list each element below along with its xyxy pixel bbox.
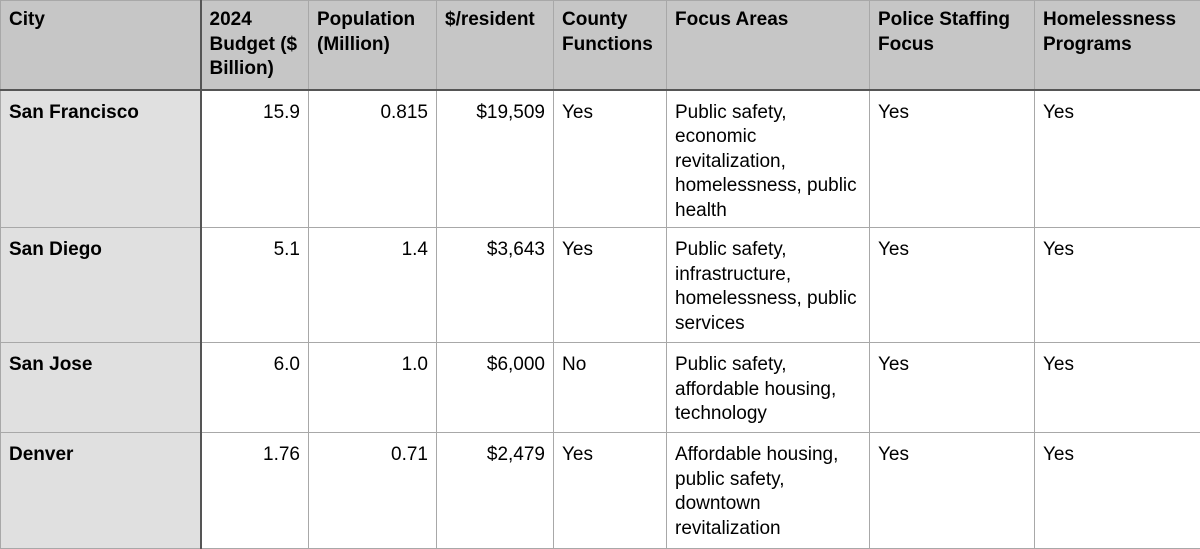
population-cell: 0.71 <box>309 433 437 549</box>
police-staffing-cell: Yes <box>870 228 1035 343</box>
city-cell: San Francisco <box>1 90 201 228</box>
column-header-population: Population (Million) <box>309 1 437 90</box>
per-resident-cell: $19,509 <box>437 90 554 228</box>
police-staffing-cell: Yes <box>870 90 1035 228</box>
table-row <box>1 228 1200 343</box>
focus-areas-cell: Public safety, affordable housing, technology <box>667 343 870 433</box>
budget-cell: 5.1 <box>201 228 309 343</box>
column-header-homelessness-programs: Homelessness Programs <box>1035 1 1200 90</box>
focus-areas-cell: Affordable housing, public safety, downtown revitalization <box>667 433 870 549</box>
homelessness-programs-cell: Yes <box>1035 90 1200 228</box>
city-cell: Denver <box>1 433 201 549</box>
header-row <box>1 1 1200 90</box>
table-row <box>1 90 1200 228</box>
homelessness-programs-cell: Yes <box>1035 433 1200 549</box>
county-functions-cell: Yes <box>554 90 667 228</box>
focus-areas-cell: Public safety, economic revitalization, homelessness, public health <box>667 90 870 228</box>
city-cell: San Jose <box>1 343 201 433</box>
population-cell: 1.0 <box>309 343 437 433</box>
column-header-city: City <box>1 1 201 90</box>
column-header-per-resident: $/resident <box>437 1 554 90</box>
population-cell: 1.4 <box>309 228 437 343</box>
budget-cell: 6.0 <box>201 343 309 433</box>
table-row <box>1 343 1200 433</box>
homelessness-programs-cell: Yes <box>1035 228 1200 343</box>
population-cell: 0.815 <box>309 90 437 228</box>
per-resident-cell: $3,643 <box>437 228 554 343</box>
focus-areas-cell: Public safety, infrastructure, homelessness, public services <box>667 228 870 343</box>
county-functions-cell: No <box>554 343 667 433</box>
column-header-focus-areas: Focus Areas <box>667 1 870 90</box>
police-staffing-cell: Yes <box>870 343 1035 433</box>
county-functions-cell: Yes <box>554 433 667 549</box>
table-row <box>1 433 1200 549</box>
county-functions-cell: Yes <box>554 228 667 343</box>
column-header-budget: 2024 Budget ($ Billion) <box>201 1 309 90</box>
police-staffing-cell: Yes <box>870 433 1035 549</box>
city-cell: San Diego <box>1 228 201 343</box>
per-resident-cell: $6,000 <box>437 343 554 433</box>
column-header-police-staffing: Police Staffing Focus <box>870 1 1035 90</box>
budget-cell: 15.9 <box>201 90 309 228</box>
per-resident-cell: $2,479 <box>437 433 554 549</box>
homelessness-programs-cell: Yes <box>1035 343 1200 433</box>
budget-cell: 1.76 <box>201 433 309 549</box>
column-header-county-functions: County Functions <box>554 1 667 90</box>
